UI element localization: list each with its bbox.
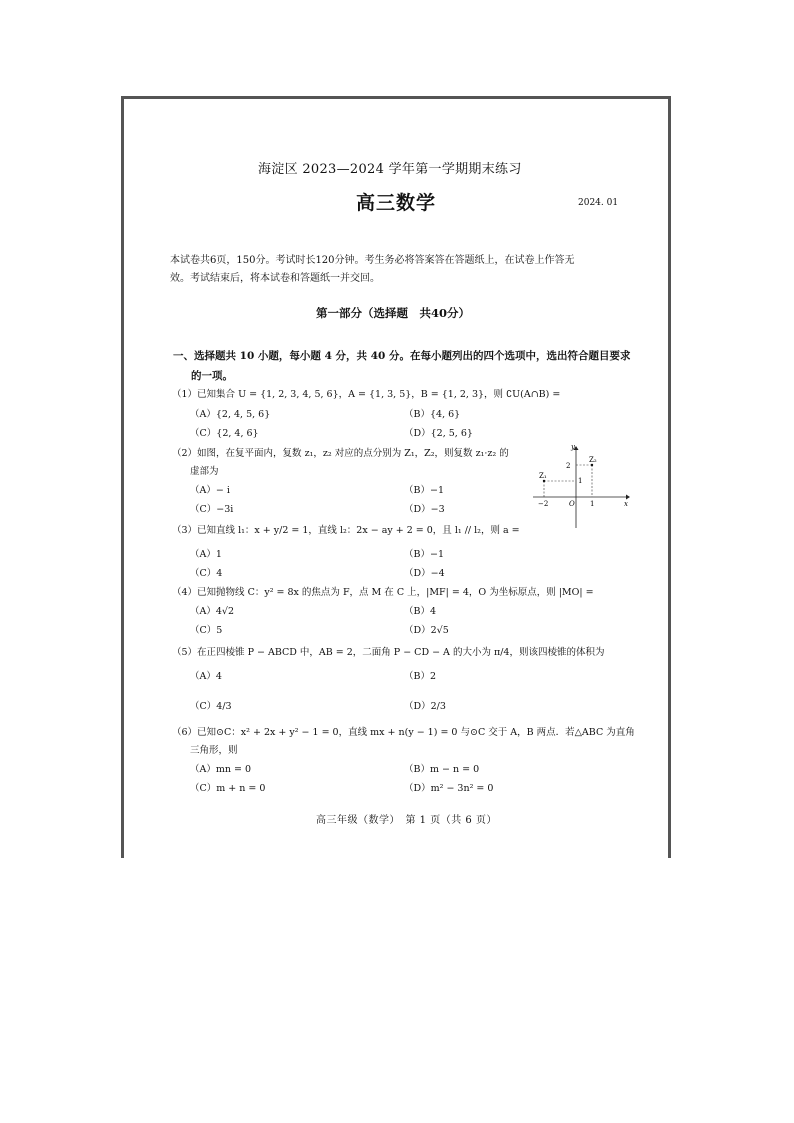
tick-y-1: 1 xyxy=(578,477,583,485)
question-6-option-d: （D）m² − 3n² = 0 xyxy=(404,783,494,794)
question-2-option-b: （B）−1 xyxy=(404,485,444,496)
instructions-line-1: 本试卷共6页，150分。考试时长120分钟。考生务必将答案答在答题纸上，在试卷上作答无 xyxy=(170,255,575,266)
question-2-stem: （2）如图，在复平面内，复数 z₁，z₂ 对应的点分别为 Z₁，Z₂，则复数 z₁·z₂ 的 xyxy=(172,448,509,459)
exam-instructions xyxy=(170,252,630,288)
question-2-option-a: （A）− i xyxy=(190,485,230,496)
instructions-line-2: 效。考试结束后，将本试卷和答题纸一并交回。 xyxy=(170,273,380,284)
question-5-stem: （5）在正四棱锥 P − ABCD 中，AB = 2，二面角 P − CD − A 的大小为 π/4，则该四棱锥的体积为 xyxy=(172,647,605,658)
question-1-option-a: （A）{2, 4, 5, 6} xyxy=(190,409,271,420)
point-z1 xyxy=(543,480,545,482)
question-3-option-c: （C）4 xyxy=(190,568,223,579)
exam-date: 2024. 01 xyxy=(578,198,619,208)
question-6-option-c: （C）m + n = 0 xyxy=(190,783,266,794)
tick-y-2: 2 xyxy=(566,462,571,470)
point-z2 xyxy=(591,464,593,466)
question-5-option-b: （B）2 xyxy=(404,671,437,682)
question-1-option-d: （D）{2, 5, 6} xyxy=(404,428,473,439)
label-x-axis: x xyxy=(624,500,628,508)
question-4-option-c: （C）5 xyxy=(190,625,223,636)
label-origin: O xyxy=(569,500,575,508)
question-6-option-b: （B）m − n = 0 xyxy=(404,764,480,775)
question-2-option-c: （C）−3i xyxy=(190,504,234,515)
question-5-option-c: （C）4/3 xyxy=(190,701,232,712)
question-3-option-b: （B）−1 xyxy=(404,549,444,560)
question-3-option-d: （D）−4 xyxy=(404,568,445,579)
label-z1: Z₁ xyxy=(539,472,547,480)
x-axis-arrow xyxy=(626,495,630,500)
question-5-option-a: （A）4 xyxy=(190,671,222,682)
part-title: 第一部分（选择题 共40分） xyxy=(316,306,471,320)
section-heading-line-2: 的一项。 xyxy=(191,370,233,382)
question-5-option-d: （D）2/3 xyxy=(404,701,446,712)
section-heading-line-1: 一、选择题共 10 小题，每小题 4 分，共 40 分。在每小题列出的四个选项中，选出符合题目要求 xyxy=(173,350,631,362)
label-z2: Z₂ xyxy=(589,456,597,464)
question-1-stem: （1）已知集合 U = {1, 2, 3, 4, 5, 6}，A = {1, 3, 5}，B = {1, 2, 3}，则 ∁U(A∩B) = xyxy=(172,389,561,400)
question-4-option-b: （B）4 xyxy=(404,606,437,617)
question-1-option-b: （B）{4, 6} xyxy=(404,409,461,420)
question-2-option-d: （D）−3 xyxy=(404,504,445,515)
question-4-option-d: （D）2√5 xyxy=(404,625,449,636)
question-2-stem-continued: 虚部为 xyxy=(190,466,219,477)
question-3-stem: （3）已知直线 l₁：x + y/2 = 1，直线 l₂：2x − ay + 2 = 0，且 l₁ // l₂，则 a = xyxy=(172,525,520,536)
question-6-stem: （6）已知⊙C：x² + 2x + y² − 1 = 0，直线 mx + n(y − 1) = 0 与⊙C 交于 A，B 两点．若△ABC 为直角 xyxy=(172,727,635,738)
question-1-option-c: （C）{2, 4, 6} xyxy=(190,428,259,439)
subject-title: 高三数学 xyxy=(356,192,437,214)
page-footer: 高三年级（数学） 第 1 页（共 6 页） xyxy=(316,815,497,826)
exam-title: 海淀区 2023—2024 学年第一学期期末练习 xyxy=(258,162,522,177)
question-3-option-a: （A）1 xyxy=(190,549,222,560)
question-4-option-a: （A）4√2 xyxy=(190,606,235,617)
section-heading xyxy=(173,346,631,386)
question-6-stem-continued: 三角形，则 xyxy=(190,745,238,756)
complex-plane-figure xyxy=(528,440,632,530)
label-y-axis: y xyxy=(571,443,575,451)
question-6-option-a: （A）mn = 0 xyxy=(190,764,252,775)
tick-x-neg2: −2 xyxy=(538,500,549,508)
tick-x-1: 1 xyxy=(590,500,595,508)
question-4-stem: （4）已知抛物线 C：y² = 8x 的焦点为 F，点 M 在 C 上，|MF| = 4，O 为坐标原点，则 |MO| = xyxy=(172,587,594,598)
